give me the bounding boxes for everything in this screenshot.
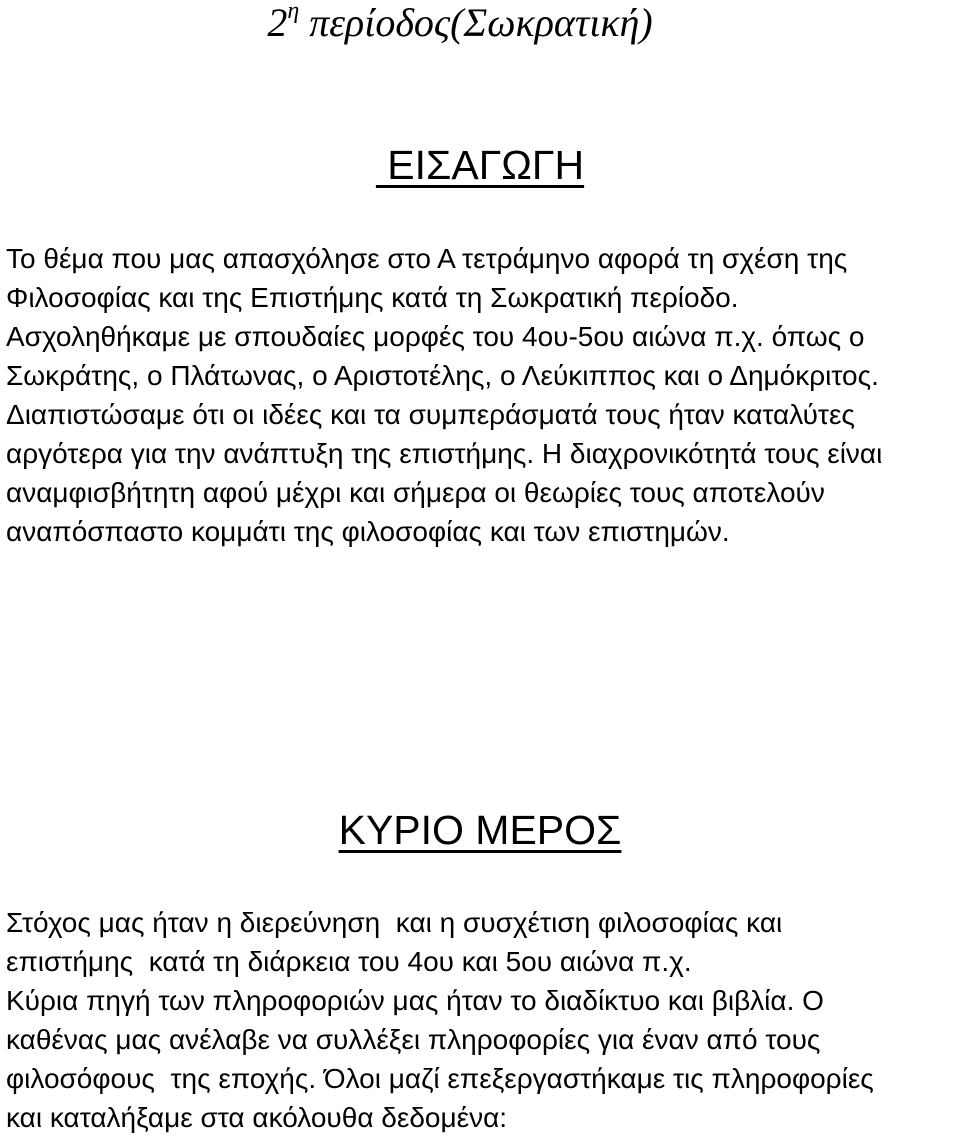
- main-paragraph: [6, 903, 956, 1137]
- title-superscript: η: [287, 0, 300, 24]
- intro-line: αναμφισβήτητη αφού μέχρι και σήμερα οι θεωρίες τους αποτελούν: [6, 477, 825, 508]
- intro-heading: ΕΙΣΑΓΩΓΗ: [375, 142, 585, 188]
- intro-line: αναπόσπαστο κομμάτι της φιλοσοφίας και των επιστημών.: [6, 516, 730, 547]
- intro-line: Ασχοληθήκαμε με σπουδαίες μορφές του 4ου-5ου αιώνα π.χ. όπως ο: [6, 321, 865, 352]
- main-line: Στόχος μας ήταν η διερεύνηση και η συσχέτιση φιλοσοφίας και: [6, 907, 783, 938]
- intro-line: αργότερα για την ανάπτυξη της επιστήμης. Η διαχρονικότητά τους είναι: [6, 438, 883, 469]
- main-line: επιστήμης κατά τη διάρκεια του 4ου και 5ου αιώνα π.χ.: [6, 946, 692, 977]
- main-line: και καταλήξαμε στα ακόλουθα δεδομένα:: [6, 1102, 508, 1133]
- main-heading: ΚΥΡΙΟ ΜΕΡΟΣ: [338, 807, 622, 853]
- intro-line: Το θέμα που μας απασχόλησε στο Α τετράμηνο αφορά τη σχέση της: [6, 243, 848, 274]
- intro-line: Διαπιστώσαμε ότι οι ιδέες και τα συμπεράσματά τους ήταν καταλύτες: [6, 399, 855, 430]
- document-title: [0, 0, 920, 46]
- title-text: περίοδος(Σωκρατική): [299, 0, 653, 45]
- main-line: Κύρια πηγή των πληροφοριών μας ήταν το διαδίκτυο και βιβλία. Ο: [6, 985, 824, 1016]
- intro-paragraph: [6, 239, 956, 551]
- intro-line: Σωκράτης, ο Πλάτωνας, ο Αριστοτέλης, ο Λεύκιππος και ο Δημόκριτος.: [6, 360, 879, 391]
- main-line: φιλοσόφους της εποχής. Όλοι μαζί επεξεργαστήκαμε τις πληροφορίες: [6, 1063, 874, 1094]
- title-number: 2: [267, 0, 288, 45]
- intro-line: Φιλοσοφίας και της Επιστήμης κατά τη Σωκρατική περίοδο.: [6, 282, 739, 313]
- main-line: καθένας μας ανέλαβε να συλλέξει πληροφορίες για έναν από τους: [6, 1024, 821, 1055]
